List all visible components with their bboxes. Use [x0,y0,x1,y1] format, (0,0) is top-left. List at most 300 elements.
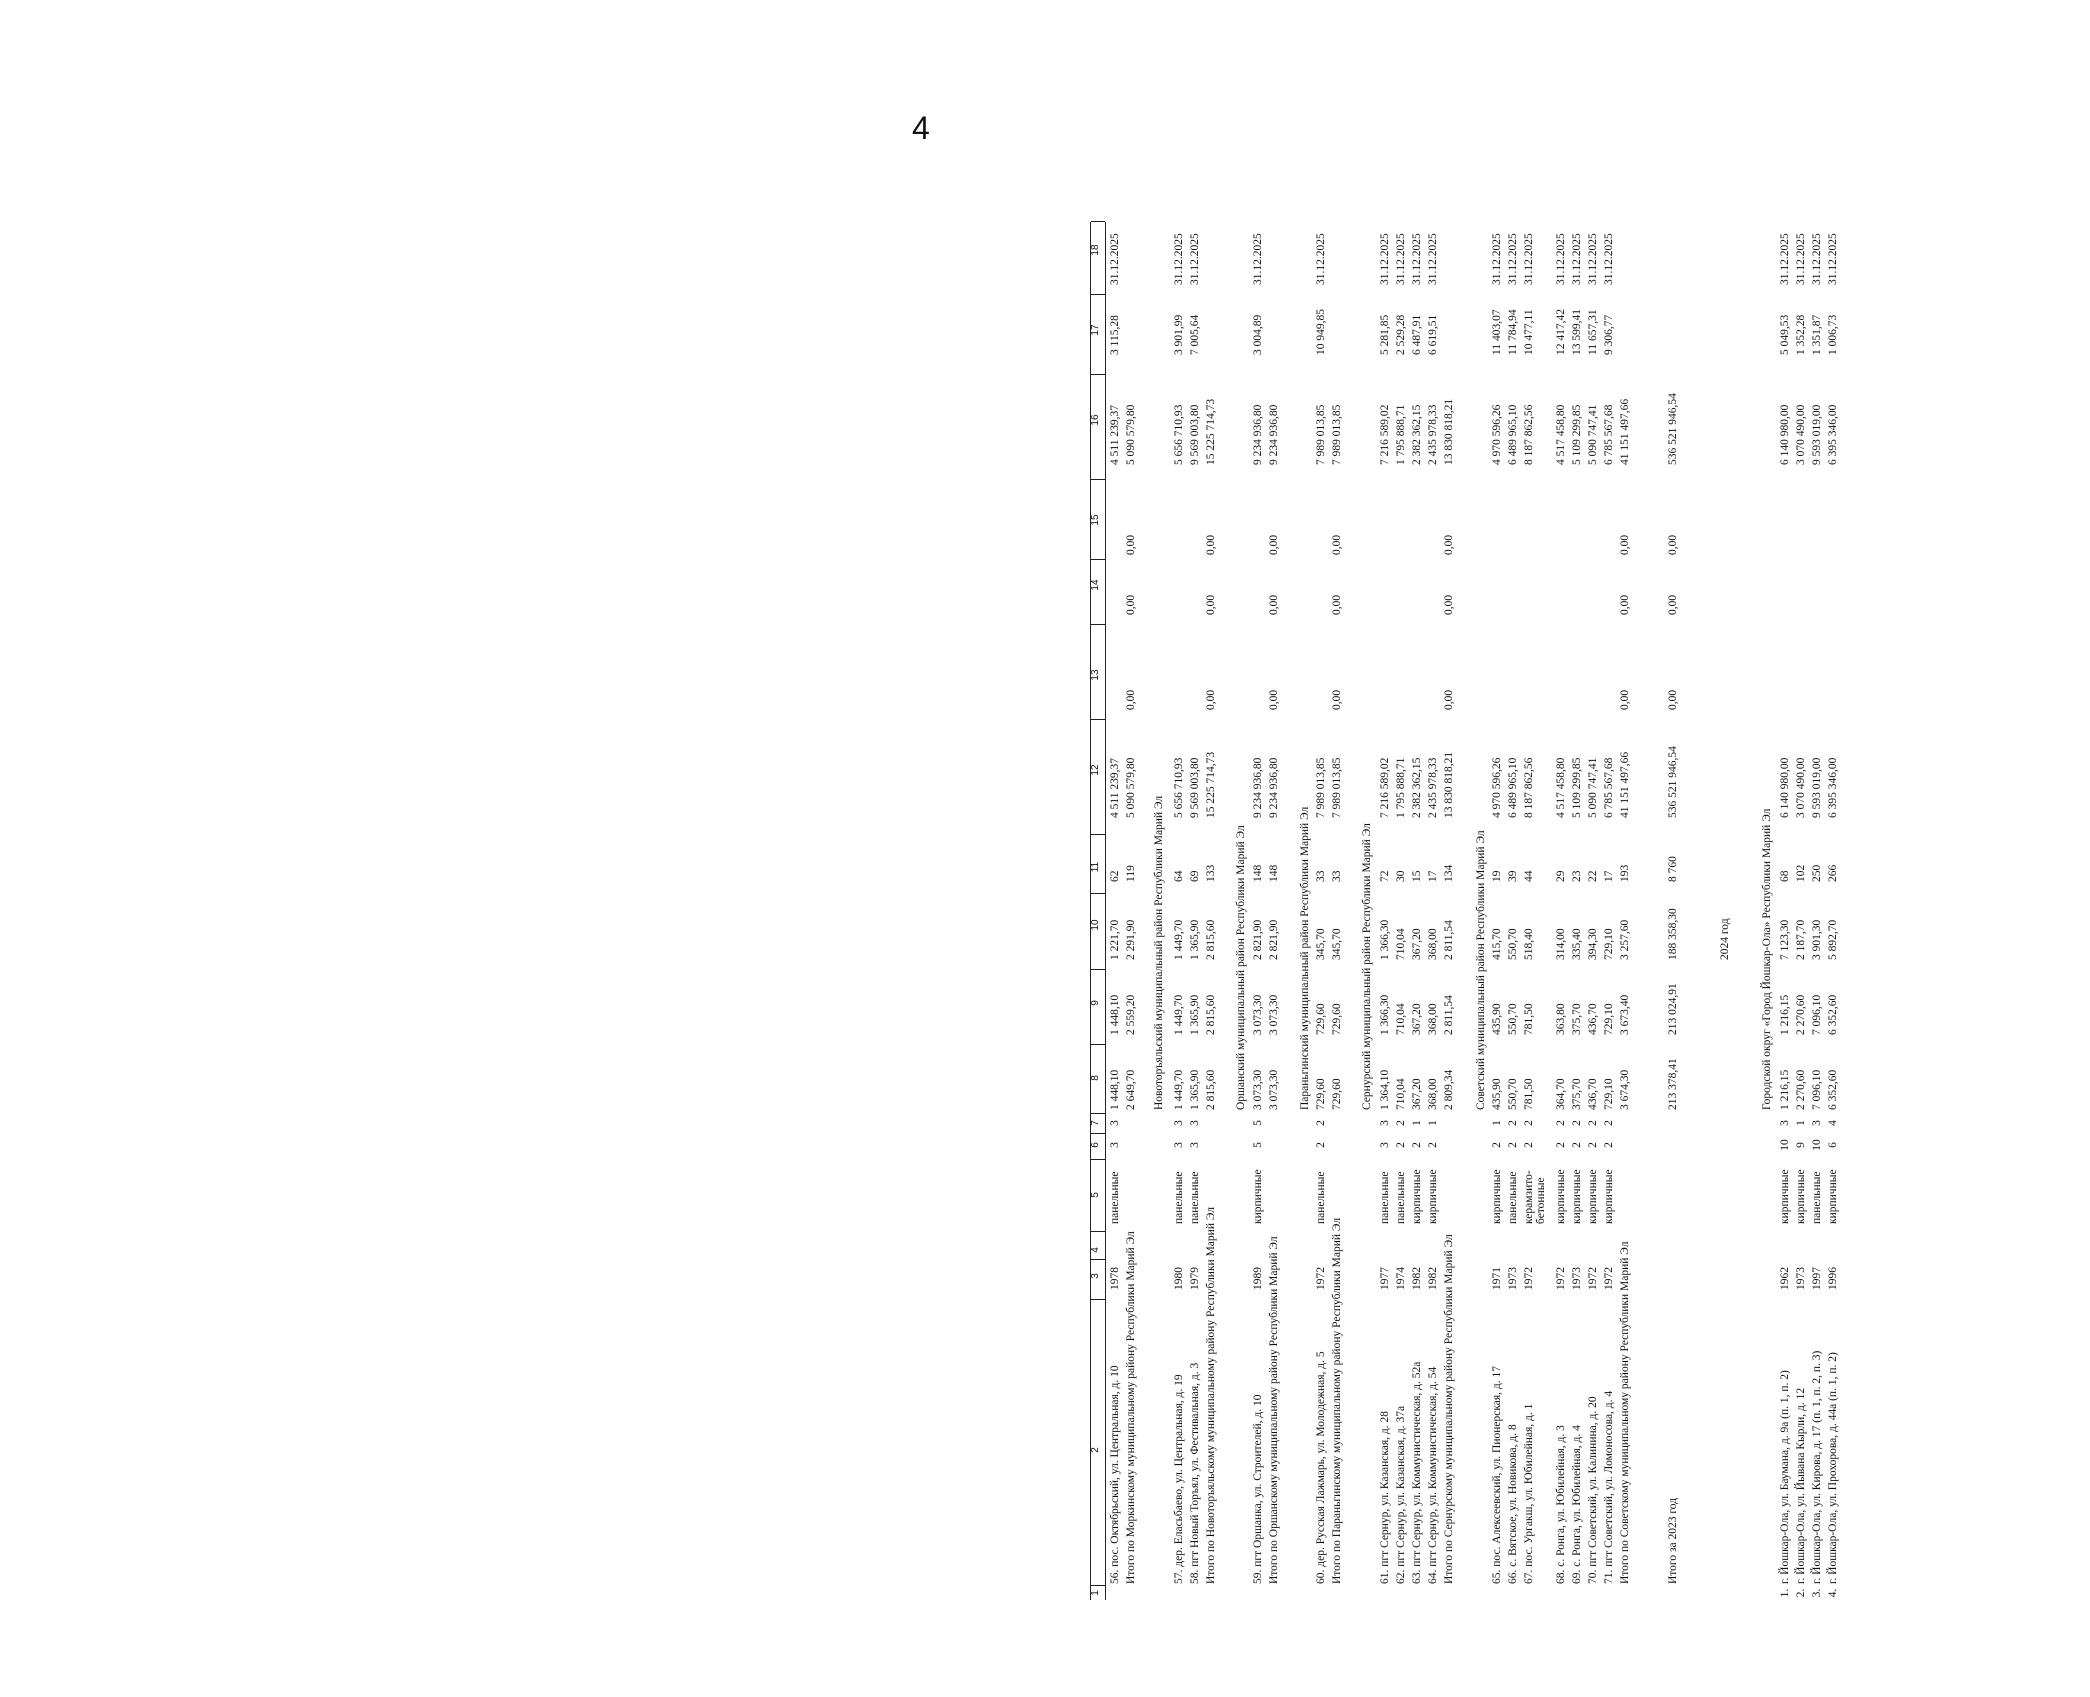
table-row [1668,22,1682,1600]
cell-c18: 31.12.2025 [1811,233,1823,285]
cell-c10: 2 291,90 [1125,919,1137,960]
cell-c5: кирпичные [1427,1169,1439,1224]
cell-c11: 72 [1379,870,1391,882]
cell-c13: 0,00 [1125,689,1137,710]
header-divider [1091,1113,1105,1114]
cell-c10: 1 221,70 [1109,919,1121,960]
cell-c7: 4 [1827,1120,1839,1126]
cell-c12: 6 140 980,00 [1779,757,1791,818]
cell-c12: 4 511 239,37 [1109,758,1121,818]
cell-c12: 6 395 346,00 [1827,757,1839,818]
cell-c8: 781,50 [1523,1078,1535,1110]
cell-c2: 68. с. Ронга, ул. Юбилейная, д. 3 [1555,1425,1567,1584]
cell-c5: кирпичные [1603,1169,1615,1224]
cell-c17: 5 281,85 [1379,314,1391,355]
cell-c6: 2 [1411,1142,1423,1148]
cell-c6: 3 [1173,1142,1185,1148]
cell-c11: 17 [1427,870,1439,882]
cell-c7: 2 [1555,1120,1567,1126]
cell-c7: 3 [1811,1120,1823,1126]
table-row [1380,22,1394,1600]
header-col-11: 11 [1090,861,1101,873]
cell-c16: 3 070 490,00 [1795,404,1807,465]
cell-c9: 375,70 [1571,1003,1583,1035]
header-divider [1091,719,1105,720]
cell-c3: 1972 [1587,1267,1599,1290]
cell-c8: 364,70 [1555,1078,1567,1110]
cell-c11: 15 [1411,870,1423,882]
cell-c9: 2 815,60 [1205,994,1217,1035]
cell-c18: 31.12.2025 [1571,233,1583,285]
cell-c12: 536 521 946,54 [1667,746,1679,818]
cell-c16: 4 517 458,80 [1555,404,1567,465]
cell-c2: 63. пгт Сернур, ул. Коммунистическая, д. 52а [1411,1361,1423,1584]
cell-c8: 1 365,90 [1189,1069,1201,1110]
cell-c16: 2 435 978,33 [1427,404,1439,465]
cell-c7: 1 [1427,1120,1439,1126]
cell-c11: 22 [1587,870,1599,882]
cell-c14: 0,00 [1619,594,1631,615]
cell-c10: 2 821,90 [1252,919,1264,960]
cell-c12: 13 830 818,21 [1443,751,1455,818]
cell-c10: 7 123,30 [1779,919,1791,960]
cell-c16: 8 187 862,56 [1523,404,1535,465]
header-col-1: 1 [1090,1590,1101,1596]
cell-c11: 33 [1315,870,1327,882]
cell-c6: 2 [1315,1142,1327,1148]
cell-c17: 5 049,53 [1779,314,1791,355]
cell-c10: 367,20 [1411,928,1423,960]
cell-c6: 2 [1395,1142,1407,1148]
cell-c11: 17 [1603,870,1615,882]
cell-c16: 9 569 003,80 [1189,404,1201,465]
header-divider [1091,374,1105,375]
cell-c2: 70. пгт Советский, ул. Калинина, д. 20 [1587,1396,1599,1584]
cell-c11: 68 [1779,870,1791,882]
cell-c17: 11 784,94 [1507,309,1519,355]
cell-c11: 69 [1189,870,1201,882]
cell-c12: 7 989 013,85 [1315,757,1327,818]
header-divider [1091,1585,1105,1586]
cell-c17: 10 949,85 [1315,309,1327,355]
table-row [1796,22,1810,1600]
cell-c16: 6 785 567,68 [1603,404,1615,465]
cell-c8: 550,70 [1507,1078,1519,1110]
cell-c6: 3 [1189,1142,1201,1148]
table-row [1556,22,1570,1600]
cell-c5: кирпичные [1779,1169,1791,1224]
cell-c9: 3 673,40 [1619,994,1631,1035]
header-col-13: 13 [1090,669,1101,681]
cell-c12: 9 234 936,80 [1252,757,1264,818]
cell-c2: 62. пгт Сернур, ул. Казанская, д. 37а [1395,1405,1407,1584]
cell-c11: 250 [1811,864,1823,882]
cell-c5: керамзито-​бетонные [1523,1170,1547,1224]
cell-c3: 1974 [1395,1267,1407,1290]
cell-c11: 193 [1619,864,1631,882]
header-col-3: 3 [1090,1273,1101,1279]
cell-c2: Итого по Советскому муниципальному району Республики Марий Эл [1619,1241,1631,1584]
cell-c9: 363,80 [1555,1003,1567,1035]
cell-c8: 435,90 [1491,1078,1503,1110]
cell-c9: 550,70 [1507,1003,1519,1035]
cell-c3: 1982 [1427,1267,1439,1290]
cell-c8: 1 216,15 [1779,1069,1791,1110]
cell-c5: панельные [1109,1171,1121,1224]
header-divider [1091,969,1105,970]
cell-c18: 31.12.2025 [1523,233,1535,285]
cell-c13: 0,00 [1443,689,1455,710]
cell-c14: 0,00 [1331,594,1343,615]
cell-c2: Итого по Новоторъяльскому муниципальному району Республики Марий Эл [1205,1206,1217,1584]
cell-c10: 2 821,90 [1268,919,1280,960]
cell-c3: 1978 [1109,1267,1121,1290]
cell-c11: 62 [1109,870,1121,882]
header-col-5: 5 [1090,1192,1101,1198]
header-divider [1091,1259,1105,1260]
cell-c8: 3 073,30 [1268,1069,1280,1110]
cell-c12: 4 970 596,26 [1491,757,1503,818]
cell-c9: 436,70 [1587,1003,1599,1035]
cell-c9: 729,60 [1331,1003,1343,1035]
cell-c1: 1. [1779,1588,1791,1598]
cell-c16: 6 395 346,00 [1827,404,1839,465]
cell-c16: 13 830 818,21 [1443,398,1455,465]
cell-c6: 2 [1603,1142,1615,1148]
cell-c5: панельные [1395,1171,1407,1224]
cell-c10: 729,10 [1603,928,1615,960]
cell-c5: панельные [1507,1171,1519,1224]
cell-c7: 1 [1795,1120,1807,1126]
cell-c8: 1 449,70 [1173,1069,1185,1110]
table-row [1110,22,1124,1600]
cell-c18: 31.12.2025 [1587,233,1599,285]
cell-c10: 1 449,70 [1173,919,1185,960]
section-heading: Советский муниципальный район Республики Марий Эл [1475,830,1487,1110]
section-heading: Сернурский муниципальный район Республики Марий Эл [1361,823,1373,1110]
cell-c11: 134 [1443,864,1455,882]
cell-c10: 2 811,54 [1443,920,1455,960]
cell-c15: 0,00 [1268,534,1280,555]
cell-c15: 0,00 [1619,534,1631,555]
cell-c3: 1973 [1795,1267,1807,1290]
cell-c11: 29 [1555,870,1567,882]
cell-c2: 61. пгт Сернур, ул. Казанская, д. 28 [1379,1410,1391,1584]
cell-c10: 345,70 [1331,928,1343,960]
cell-c5: кирпичные [1827,1169,1839,1224]
cell-c14: 0,00 [1268,594,1280,615]
cell-c12: 4 517 458,80 [1555,757,1567,818]
cell-c13: 0,00 [1667,689,1679,710]
cell-c3: 1979 [1189,1267,1201,1290]
table-row [1588,22,1602,1600]
cell-c9: 435,90 [1491,1003,1503,1035]
cell-c3: 1973 [1571,1267,1583,1290]
header-divider [1091,1299,1105,1300]
cell-c6: 2 [1427,1142,1439,1148]
cell-c9: 1 448,10 [1109,994,1121,1035]
cell-c9: 2 270,60 [1795,994,1807,1035]
cell-c8: 3 073,30 [1252,1069,1264,1110]
cell-c12: 9 569 003,80 [1189,757,1201,818]
cell-c9: 367,20 [1411,1003,1423,1035]
cell-c6: 6 [1827,1142,1839,1148]
table-row [1428,22,1442,1600]
cell-c7: 3 [1779,1120,1791,1126]
cell-c12: 5 090 579,80 [1125,757,1137,818]
cell-c3: 1972 [1555,1267,1567,1290]
cell-c12: 7 989 013,85 [1331,757,1343,818]
cell-c15: 0,00 [1331,534,1343,555]
cell-c16: 15 225 714,73 [1205,398,1217,465]
cell-c1: 4. [1827,1588,1839,1598]
cell-c2: 69. с. Ронга, ул. Юбилейная, д. 4 [1571,1425,1583,1584]
cell-c2: Итого по Параньгинскому муниципальному району Республики Марий Эл [1331,1217,1343,1584]
cell-c5: кирпичные [1795,1169,1807,1224]
cell-c10: 518,40 [1523,928,1535,960]
cell-c8: 2 809,34 [1443,1069,1455,1110]
table-row [1523,22,1547,1600]
cell-c8: 2 270,60 [1795,1069,1807,1110]
cell-c12: 41 151 497,66 [1619,751,1631,818]
cell-c11: 133 [1205,864,1217,882]
cell-c11: 64 [1173,870,1185,882]
cell-c10: 335,40 [1571,928,1583,960]
cell-c17: 2 529,28 [1395,314,1407,355]
cell-c6: 10 [1811,1139,1823,1151]
cell-c11: 102 [1795,864,1807,882]
header-divider [1091,479,1105,480]
cell-c12: 8 187 862,56 [1523,757,1535,818]
header-col-18: 18 [1090,244,1101,256]
cell-c2: 64. пгт Сернур, ул. Коммунистическая, д. 54 [1427,1366,1439,1584]
cell-c15: 0,00 [1667,534,1679,555]
table-row [1396,22,1410,1600]
cell-c16: 41 151 497,66 [1619,398,1631,465]
cell-c7: 1 [1411,1120,1423,1126]
cell-c8: 6 352,60 [1827,1069,1839,1110]
cell-c6: 2 [1507,1142,1519,1148]
header-col-8: 8 [1090,1075,1101,1081]
table-row [1780,22,1794,1600]
cell-c3: 1962 [1779,1267,1791,1290]
cell-c7: 3 [1189,1120,1201,1126]
cell-c8: 7 096,10 [1811,1069,1823,1110]
cell-c2: г. Йошкар-Ола, ул. Прохорова, д. 44а (п. 1, п. 2) [1827,1352,1839,1584]
table-row [1190,22,1204,1600]
cell-c9: 2 811,54 [1443,995,1455,1035]
cell-c6: 3 [1109,1142,1121,1148]
cell-c16: 5 656 710,93 [1173,404,1185,465]
cell-c12: 2 382 362,15 [1411,757,1423,818]
cell-c9: 729,60 [1315,1003,1327,1035]
table-row [1812,22,1826,1600]
cell-c11: 19 [1491,870,1503,882]
cell-c2: 56. пос. Октябрьский, ул. Центральная, д. 10 [1109,1365,1121,1584]
cell-c6: 2 [1571,1142,1583,1148]
cell-c18: 31.12.2025 [1379,233,1391,285]
cell-c18: 31.12.2025 [1603,233,1615,285]
cell-c9: 710,04 [1395,1003,1407,1035]
cell-c3: 1972 [1315,1267,1327,1290]
cell-c9: 1 216,15 [1779,994,1791,1035]
cell-c3: 1973 [1507,1267,1519,1290]
cell-c5: панельные [1315,1171,1327,1224]
cell-c16: 1 795 888,71 [1395,404,1407,465]
table-row [1828,22,1842,1600]
cell-c9: 2 559,20 [1125,994,1137,1035]
cell-c16: 4 970 596,26 [1491,404,1503,465]
cell-c3: 1996 [1827,1267,1839,1290]
header-divider [1091,294,1105,295]
cell-c10: 1 366,30 [1379,919,1391,960]
cell-c18: 31.12.2025 [1795,233,1807,285]
cell-c5: кирпичные [1491,1169,1503,1224]
cell-c6: 3 [1379,1142,1391,1148]
cell-c9: 7 096,10 [1811,994,1823,1035]
header-col-2: 2 [1090,1447,1101,1453]
cell-c14: 0,00 [1443,594,1455,615]
cell-c9: 368,00 [1427,1003,1439,1035]
header-col-9: 9 [1090,1000,1101,1006]
cell-c18: 31.12.2025 [1427,233,1439,285]
cell-c7: 3 [1379,1120,1391,1126]
cell-c13: 0,00 [1268,689,1280,710]
cell-c13: 0,00 [1331,689,1343,710]
cell-c7: 2 [1395,1120,1407,1126]
cell-c15: 0,00 [1205,534,1217,555]
cell-c8: 367,20 [1411,1078,1423,1110]
cell-c12: 1 795 888,71 [1395,757,1407,818]
table-row [1604,22,1618,1600]
cell-c2: г. Йошкар-Ола, ул. Баумана, д. 9а (п. 1, п. 2) [1779,1370,1791,1584]
cell-c11: 44 [1523,870,1535,882]
cell-c2: г. Йошкар-Ола, ул. Кирова, д. 17 (п. 1, п. 2, п. 3) [1811,1350,1823,1584]
cell-c16: 6 489 965,10 [1507,404,1519,465]
cell-c16: 2 382 362,15 [1411,404,1423,465]
cell-c8: 1 364,10 [1379,1069,1391,1110]
cell-c9: 781,50 [1523,1003,1535,1035]
cell-c2: 58. пгт Новый Торъял, ул. Фестивальная, д. 3 [1189,1362,1201,1584]
header-col-16: 16 [1090,414,1101,426]
cell-c18: 31.12.2025 [1411,233,1423,285]
table-row [1444,22,1458,1600]
cell-c6: 2 [1587,1142,1599,1148]
table-row [1508,22,1522,1600]
cell-c11: 148 [1268,864,1280,882]
cell-c12: 6 785 567,68 [1603,757,1615,818]
header-divider [1091,1231,1105,1232]
cell-c16: 9 234 936,80 [1252,404,1264,465]
cell-c7: 3 [1173,1120,1185,1126]
cell-c12: 15 225 714,73 [1205,751,1217,818]
cell-c8: 213 378,41 [1667,1058,1679,1110]
cell-c10: 394,30 [1587,928,1599,960]
cell-c14: 0,00 [1205,594,1217,615]
cell-c10: 1 365,90 [1189,919,1201,960]
cell-c9: 1 365,90 [1189,994,1201,1035]
cell-c2: 59. пгт Оршанка, ул. Строителей, д. 10 [1252,1394,1264,1584]
cell-c10: 710,04 [1395,928,1407,960]
cell-c3: 1982 [1411,1267,1423,1290]
cell-c6: 5 [1252,1142,1264,1148]
table-row [1269,22,1283,1600]
cell-c17: 1 006,73 [1827,314,1839,355]
header-divider [1091,221,1105,222]
cell-c6: 2 [1555,1142,1567,1148]
cell-c10: 314,00 [1555,928,1567,960]
cell-c11: 119 [1125,865,1137,882]
header-divider [1091,1159,1105,1160]
cell-c11: 23 [1571,870,1583,882]
cell-c18: 31.12.2025 [1173,233,1185,285]
cell-c2: Итого за 2023 год [1667,1497,1679,1584]
cell-c8: 729,60 [1331,1078,1343,1110]
header-divider [1091,624,1105,625]
header-col-17: 17 [1090,324,1101,336]
header-col-15: 15 [1090,514,1101,526]
cell-c12: 6 489 965,10 [1507,757,1519,818]
cell-c16: 7 989 013,85 [1331,404,1343,465]
cell-c13: 0,00 [1205,689,1217,710]
cell-c18: 31.12.2025 [1395,233,1407,285]
cell-c18: 31.12.2025 [1109,233,1121,285]
table-row [1126,22,1140,1600]
cell-c8: 2 815,60 [1205,1069,1217,1110]
header-col-14: 14 [1090,579,1101,591]
cell-c16: 536 521 946,54 [1667,393,1679,465]
cell-c16: 9 234 936,80 [1268,404,1280,465]
cell-c2: Итого по Сернурскому муниципальному району Республики Марий Эл [1443,1234,1455,1584]
cell-c10: 2 815,60 [1205,919,1217,960]
cell-c11: 148 [1252,864,1264,882]
table-row [1620,22,1634,1600]
cell-c5: кирпичные [1571,1169,1583,1224]
table-row [1412,22,1426,1600]
header-divider [1091,1044,1105,1045]
cell-c10: 188 358,30 [1667,908,1679,960]
table-row [1174,22,1188,1600]
cell-c5: кирпичные [1555,1169,1567,1224]
cell-c10: 3 901,30 [1811,919,1823,960]
cell-c15: 0,00 [1125,534,1137,555]
header-divider [1091,559,1105,560]
cell-c7: 2 [1587,1120,1599,1126]
cell-c17: 3 004,89 [1252,314,1264,355]
cell-c14: 0,00 [1667,594,1679,615]
section-heading: Оршанский муниципальный район Республики Марий Эл [1235,825,1247,1110]
cell-c17: 3 901,99 [1173,314,1185,355]
cell-c18: 31.12.2025 [1491,233,1503,285]
header-divider [1091,893,1105,894]
cell-c17: 12 417,42 [1555,309,1567,355]
cell-c17: 1 351,87 [1811,314,1823,355]
cell-c9: 213 024,91 [1667,983,1679,1035]
cell-c12: 5 109 299,85 [1571,757,1583,818]
table-row [1206,22,1220,1600]
cell-c8: 436,70 [1587,1078,1599,1110]
cell-c5: панельные [1379,1171,1391,1224]
cell-c12: 2 435 978,33 [1427,757,1439,818]
cell-c8: 729,10 [1603,1078,1615,1110]
cell-c8: 3 674,30 [1619,1069,1631,1110]
cell-c18: 31.12.2025 [1779,233,1791,285]
table-row [1316,22,1330,1600]
cell-c17: 7 005,64 [1189,314,1201,355]
cell-c9: 3 073,30 [1252,994,1264,1035]
header-col-7: 7 [1090,1120,1101,1126]
cell-c18: 31.12.2025 [1507,233,1519,285]
